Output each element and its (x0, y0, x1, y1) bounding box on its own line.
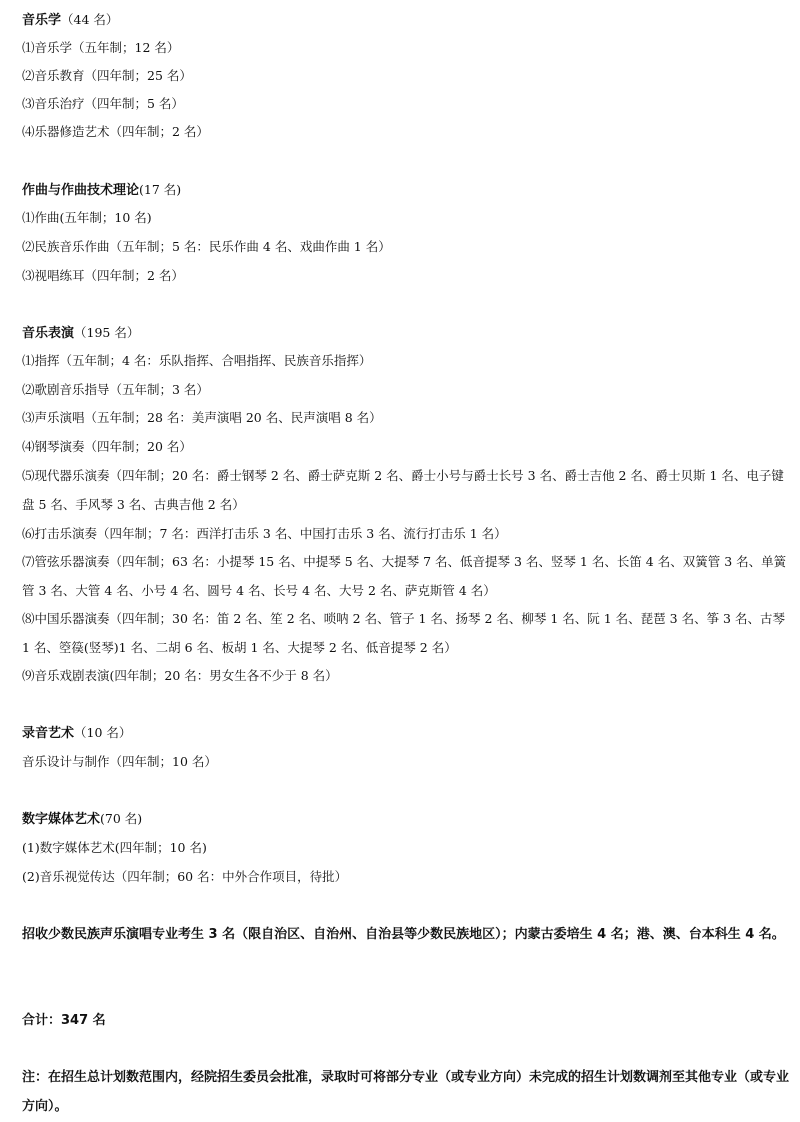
section-title: 音乐表演 (22, 326, 75, 341)
section-count: (70 名) (100, 811, 143, 826)
special-admission-note: 招收少数民族声乐演唱专业考生 3 名（限自治区、自治州、自治县等少数民族地区）；内蒙古委培生 4 名；港、澳、台本科生 4 名。 (22, 927, 785, 942)
section-heading-performance (22, 318, 792, 348)
section-heading-digital-media (22, 804, 792, 834)
section-heading-musicology (22, 5, 792, 35)
list-item: ⑷乐器修造艺术（四年制；2 名） (22, 124, 209, 139)
list-item: ⑵音乐教育（四年制；25 名） (22, 68, 192, 83)
list-item: ⑶视唱练耳（四年制；2 名） (22, 268, 184, 283)
section-title: 录音艺术 (22, 726, 75, 741)
list-item: ⑺管弦乐器演奏（四年制；63 名：小提琴 15 名、中提琴 5 名、大提琴 7 名、低音提琴 3 名、竖琴 1 名、长笛 4 名、双簧管 3 名、单簧管 3 名、大管 4 名、小号 4 名、圆号 4 名、长号 4 名、大号 2 名、萨克斯管 4 名） (22, 554, 787, 598)
list-item: ⑵民族音乐作曲（五年制；5 名：民乐作曲 4 名、戏曲作曲 1 名） (22, 239, 391, 254)
section-title: 数字媒体艺术 (22, 812, 101, 827)
section-title: 作曲与作曲技术理论 (22, 183, 140, 198)
list-item: ⑸现代器乐演奏（四年制；20 名：爵士钢琴 2 名、爵士萨克斯 2 名、爵士小号与爵士长号 3 名、爵士吉他 2 名、爵士贝斯 1 名、电子键盘 5 名、手风琴 3 名、古典吉他 2 名） (22, 468, 784, 512)
list-item: ⑹打击乐演奏（四年制；7 名：西洋打击乐 3 名、中国打击乐 3 名、流行打击乐 1 名） (22, 526, 507, 541)
list-item: ⑼音乐戏剧表演(四年制；20 名：男女生各不少于 8 名） (22, 668, 338, 683)
list-item: ⑻中国乐器演奏（四年制；30 名：笛 2 名、笙 2 名、唢呐 2 名、管子 1 名、扬琴 2 名、柳琴 1 名、阮 1 名、琵琶 3 名、筝 3 名、古琴 1 名、箜篌(竖琴)1 名、二胡 6 名、板胡 1 名、大提琴 2 名、低音提琴 2 名） (22, 611, 785, 655)
section-count: （195 名） (74, 325, 140, 340)
total-line: 合计：347 名 (22, 1013, 106, 1028)
list-item: ⑴音乐学（五年制；12 名） (22, 40, 180, 55)
list-item: ⑴指挥（五年制；4 名：乐队指挥、合唱指挥、民族音乐指挥） (22, 353, 372, 368)
list-item: (2)音乐视觉传达（四年制；60 名：中外合作项目，待批） (22, 869, 348, 884)
list-item: 音乐设计与制作（四年制；10 名） (22, 754, 217, 769)
list-item: ⑷钢琴演奏（四年制；20 名） (22, 439, 192, 454)
footnote: 注：在招生总计划数范围内，经院招生委员会批准，录取时可将部分专业（或专业方向）未完成的招生计划数调剂至其他专业（或专业方向）。 (22, 1070, 790, 1114)
section-count: （10 名） (74, 725, 132, 740)
list-item: ⑶音乐治疗（四年制；5 名） (22, 96, 184, 111)
section-title: 音乐学 (22, 13, 62, 28)
section-heading-composition (22, 175, 792, 205)
list-item: ⑵歌剧音乐指导（五年制；3 名） (22, 382, 209, 397)
section-count: (17 名) (139, 182, 182, 197)
list-item: ⑶声乐演唱（五年制；28 名：美声演唱 20 名、民声演唱 8 名） (22, 410, 382, 425)
section-count: （44 名） (61, 12, 119, 27)
section-heading-recording (22, 718, 792, 748)
list-item: ⑴作曲(五年制；10 名) (22, 210, 152, 225)
list-item: (1)数字媒体艺术(四年制；10 名) (22, 840, 207, 855)
